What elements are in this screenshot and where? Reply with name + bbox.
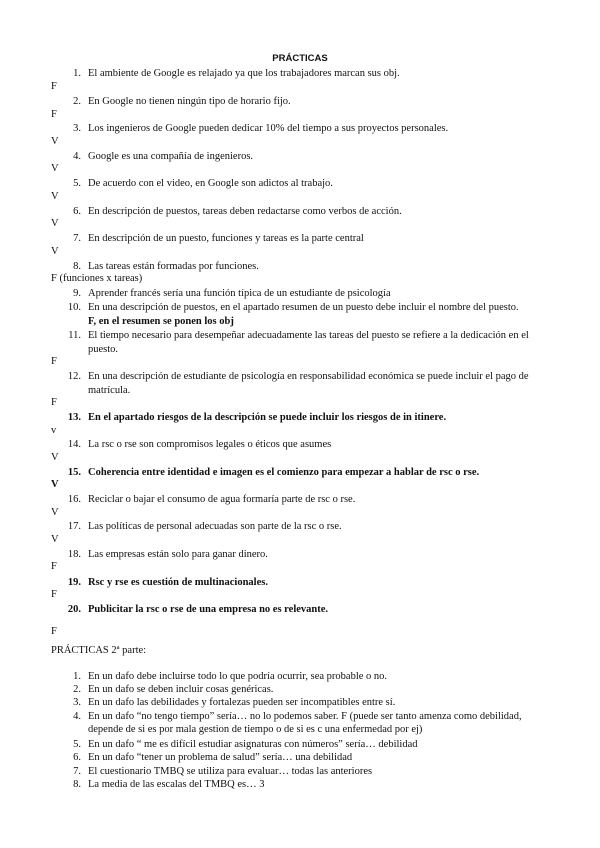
question-text: Las empresas están solo para ganar dinero. — [88, 549, 268, 560]
question-item — [63, 520, 548, 534]
item-text: En un dafo las debilidades y fortalezas pueden ser incompatibles entre sí. — [88, 697, 396, 708]
answer: V — [51, 452, 59, 463]
question-number: 9. — [73, 288, 81, 299]
answer: F — [51, 81, 57, 92]
question-number: 15. — [67, 467, 81, 478]
question-text: El ambiente de Google es relajado ya que los trabajadores marcan sus obj. — [88, 68, 400, 79]
item-text: En un dafo debe incluirse todo lo que podría ocurrir, sea probable o no. — [88, 671, 388, 682]
answer: V — [51, 218, 59, 229]
question-number: 12. — [67, 371, 81, 382]
answer: V — [51, 246, 59, 257]
question-item — [63, 232, 548, 246]
list-item — [63, 765, 548, 778]
question-text: Aprender francés sería una función típica de un estudiante de psicología — [88, 288, 391, 299]
question-text: Publicitar la rsc o rse de una empresa no es relevante. — [88, 604, 329, 615]
question-item — [63, 150, 548, 164]
question-number: 10. — [67, 302, 81, 313]
question-number: 16. — [67, 494, 81, 505]
question-number: 5. — [73, 178, 81, 189]
question-text: Los ingenieros de Google pueden dedicar 10% del tiempo a sus proyectos personales. — [88, 123, 449, 134]
question-text: Las políticas de personal adecuadas son parte de la rsc o rse. — [88, 521, 342, 532]
answer: V — [51, 136, 59, 147]
question-text: Las tareas están formadas por funciones. — [88, 261, 259, 272]
item-text: En un dafo “ me es difícil estudiar asignaturas con números” sería… debilidad — [88, 739, 418, 750]
question-item — [63, 177, 548, 191]
item-number: 5. — [73, 739, 81, 750]
question-item — [63, 95, 548, 109]
question-number: 20. — [67, 604, 81, 615]
question-number: 19. — [67, 577, 81, 588]
question-number: 7. — [73, 233, 81, 244]
question-text: En el apartado riesgos de la descripción se puede incluir los riesgos de in itinere. — [88, 412, 447, 423]
question-number: 6. — [73, 206, 81, 217]
question-item — [63, 466, 548, 480]
answer: V — [51, 163, 59, 174]
question-item — [63, 329, 548, 356]
question-text: En Google no tienen ningún tipo de horario fijo. — [88, 96, 291, 107]
question-item — [63, 548, 548, 562]
question-item — [63, 122, 548, 136]
item-number: 2. — [73, 684, 81, 695]
answer: F — [51, 397, 57, 408]
answer: F — [51, 356, 57, 367]
question-text: Coherencia entre identidad e imagen es el comienzo para empezar a hablar de rsc o rse. — [88, 467, 480, 478]
answer-note: F, en el resumen se ponen los obj — [88, 315, 234, 327]
question-text: En una descripción de puestos, en el apartado resumen de un puesto debe incluir el nombre del puesto. — [88, 302, 519, 313]
question-text: De acuerdo con el video, en Google son adictos al trabajo. — [88, 178, 333, 189]
question-item — [63, 411, 548, 425]
item-text: En un dafo “no tengo tiempo” sería… no lo podemos saber. F (puede ser tanto amenza como debilidad, depende de si es por mala gestion de tiempo o de si es c una enfermedad por ej) — [88, 711, 522, 735]
question-number: 3. — [73, 123, 81, 134]
question-item — [63, 287, 548, 301]
answer: F — [51, 626, 57, 637]
answer: F — [51, 589, 57, 600]
item-number: 6. — [73, 752, 81, 763]
question-text: Rsc y rse es cuestión de multinacionales. — [88, 577, 268, 588]
list-item — [63, 670, 548, 683]
item-number: 4. — [73, 711, 81, 722]
question-number: 13. — [67, 412, 81, 423]
item-number: 1. — [73, 671, 81, 682]
question-item — [63, 576, 548, 590]
item-number: 7. — [73, 766, 81, 777]
item-text: En un dafo “tener un problema de salud” sería… una debilidad — [88, 752, 353, 763]
list-item — [63, 751, 548, 764]
list-item — [63, 710, 548, 736]
question-number: 14. — [67, 439, 81, 450]
question-item — [63, 301, 548, 328]
item-text: En un dafo se deben incluir cosas genéricas. — [88, 684, 274, 695]
answer: V — [51, 507, 59, 518]
item-number: 8. — [73, 779, 81, 790]
answer: F — [51, 561, 57, 572]
item-text: El cuestionario TMBQ se utiliza para evaluar… todas las anteriores — [88, 766, 373, 777]
question-text: La rsc o rse son compromisos legales o éticos que asumes — [88, 439, 332, 450]
question-item — [63, 67, 548, 81]
answer: F (funciones x tareas) — [51, 273, 143, 284]
list-item — [63, 738, 548, 751]
question-number: 11. — [68, 330, 81, 341]
question-text: En descripción de puestos, tareas deben redactarse como verbos de acción. — [88, 206, 402, 217]
question-text: En descripción de un puesto, funciones y tareas es la parte central — [88, 233, 364, 244]
answer: V — [51, 479, 59, 490]
section-heading: PRÁCTICAS 2ª parte: — [51, 645, 147, 656]
question-number: 18. — [67, 549, 81, 560]
answer: V — [51, 191, 59, 202]
question-number: 2. — [73, 96, 81, 107]
question-text: Reciclar o bajar el consumo de agua formaría parte de rsc o rse. — [88, 494, 356, 505]
list-item — [63, 696, 548, 709]
page-title: PRÁCTICAS — [272, 53, 328, 64]
question-text: Google es una compañía de ingenieros. — [88, 151, 254, 162]
question-item — [63, 260, 548, 274]
answer: F — [51, 109, 57, 120]
item-text: La media de las escalas del TMBQ es… 3 — [88, 779, 265, 790]
question-number: 1. — [73, 68, 81, 79]
question-number: 4. — [73, 151, 81, 162]
answer: v — [51, 425, 57, 436]
answer: V — [51, 534, 59, 545]
question-item — [63, 205, 548, 219]
question-number: 8. — [73, 261, 81, 272]
list-item — [63, 683, 548, 696]
question-item — [63, 493, 548, 507]
question-text: En una descripción de estudiante de psicología en responsabilidad económica se puede incluir el pago de matrícula. — [88, 371, 529, 396]
question-text: El tiempo necesario para desempeñar adecuadamente las tareas del puesto se refiere a la dedicación en el puesto. — [88, 330, 529, 355]
question-item — [63, 370, 548, 397]
question-item — [63, 603, 548, 617]
question-item — [63, 438, 548, 452]
list-item — [63, 778, 548, 791]
question-number: 17. — [67, 521, 81, 532]
item-number: 3. — [73, 697, 81, 708]
